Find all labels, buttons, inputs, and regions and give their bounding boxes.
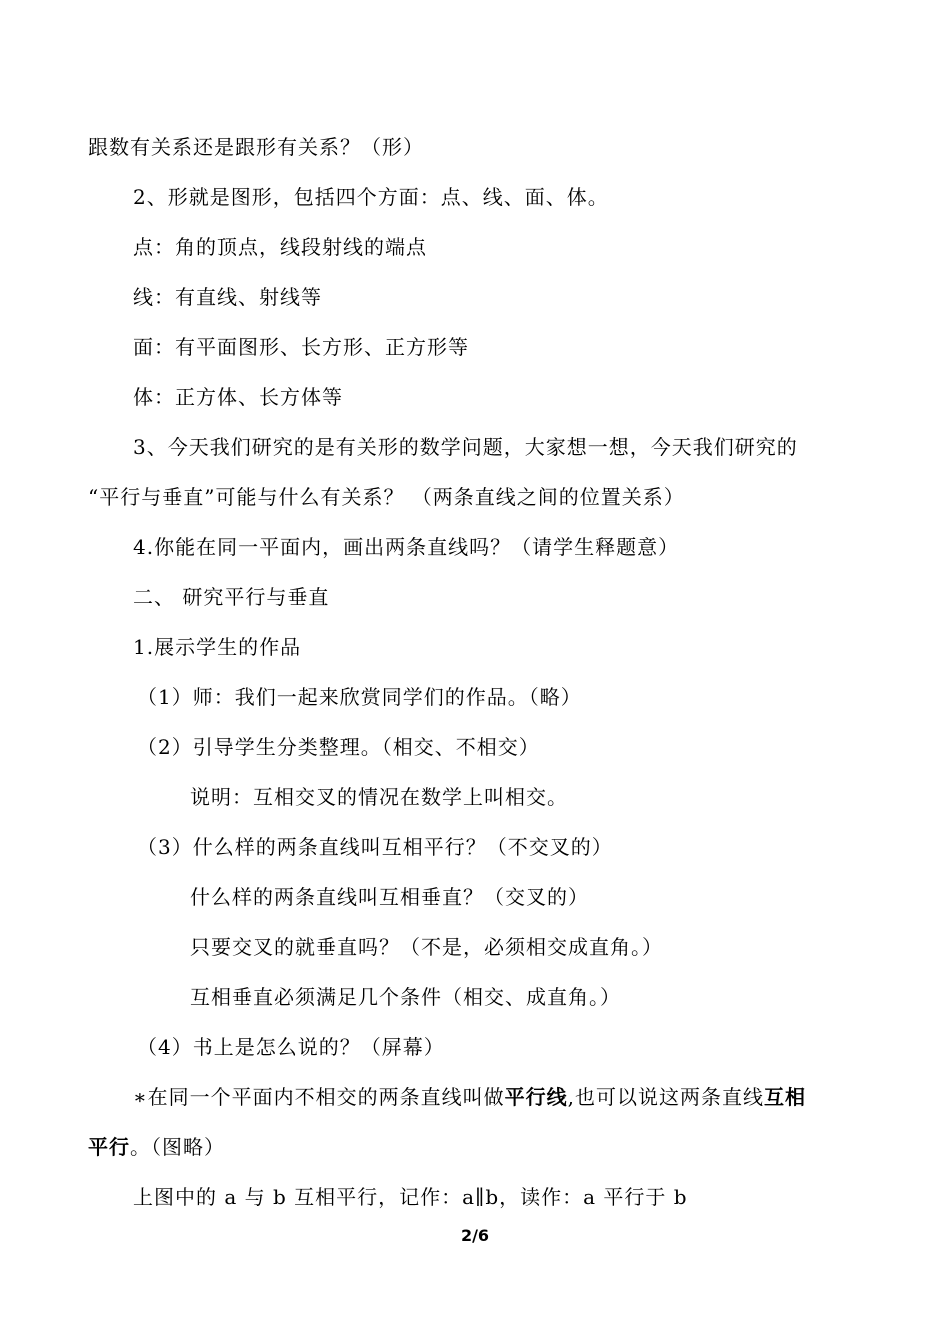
section-heading: 二、 研究平行与垂直 bbox=[133, 585, 330, 609]
term-mutually: 互相 bbox=[763, 1085, 806, 1109]
term-parallel: 平行 bbox=[88, 1135, 130, 1159]
text-line-5: 面：有平面图形、长方形、正方形等 bbox=[133, 335, 469, 359]
text-line-1: 跟数有关系还是跟形有关系？（形） bbox=[88, 135, 424, 159]
text-line-12: （1）师：我们一起来欣赏同学们的作品。（略） bbox=[137, 685, 582, 709]
term-parallel-lines: 平行线 bbox=[504, 1085, 568, 1109]
text-line-8: “平行与垂直”可能与什么有关系？ （两条直线之间的位置关系） bbox=[88, 485, 685, 509]
text-line-9: 4.你能在同一平面内，画出两条直线吗？（请学生释题意） bbox=[133, 535, 680, 559]
text-line-3: 点：角的顶点，线段射线的端点 bbox=[133, 235, 427, 259]
text-line-18: 互相垂直必须满足几个条件（相交、成直角。） bbox=[190, 985, 621, 1009]
definition-suffix: 。（图略） bbox=[130, 1135, 225, 1159]
notation-line: 上图中的 a 与 b 互相平行，记作：a∥b，读作：a 平行于 b bbox=[133, 1185, 688, 1209]
text-line-6: 体：正方体、长方体等 bbox=[133, 385, 343, 409]
text-line-7: 3、今天我们研究的是有关形的数学问题，大家想一想，今天我们研究的 bbox=[133, 435, 798, 459]
definition-line-1 bbox=[133, 1083, 806, 1111]
text-line-19: （4）书上是怎么说的？（屏幕） bbox=[137, 1035, 445, 1059]
text-line-16: 什么样的两条直线叫互相垂直？（交叉的） bbox=[190, 885, 589, 909]
text-line-13: （2）引导学生分类整理。（相交、不相交） bbox=[137, 735, 540, 759]
definition-line-2 bbox=[88, 1133, 225, 1161]
text-line-17: 只要交叉的就垂直吗？（不是，必须相交成直角。） bbox=[190, 935, 663, 959]
text-line-4: 线：有直线、射线等 bbox=[133, 285, 322, 309]
definition-prefix: ∗在同一个平面内不相交的两条直线叫做 bbox=[133, 1085, 505, 1109]
definition-middle: ,也可以说这两条直线 bbox=[567, 1085, 764, 1109]
text-line-14: 说明：互相交叉的情况在数学上叫相交。 bbox=[190, 785, 568, 809]
text-line-2: 2、形就是图形，包括四个方面：点、线、面、体。 bbox=[133, 185, 609, 209]
text-line-15: （3）什么样的两条直线叫互相平行？（不交叉的） bbox=[137, 835, 613, 859]
page-number: 2/6 bbox=[460, 1226, 490, 1245]
text-line-11: 1.展示学生的作品 bbox=[133, 635, 302, 659]
